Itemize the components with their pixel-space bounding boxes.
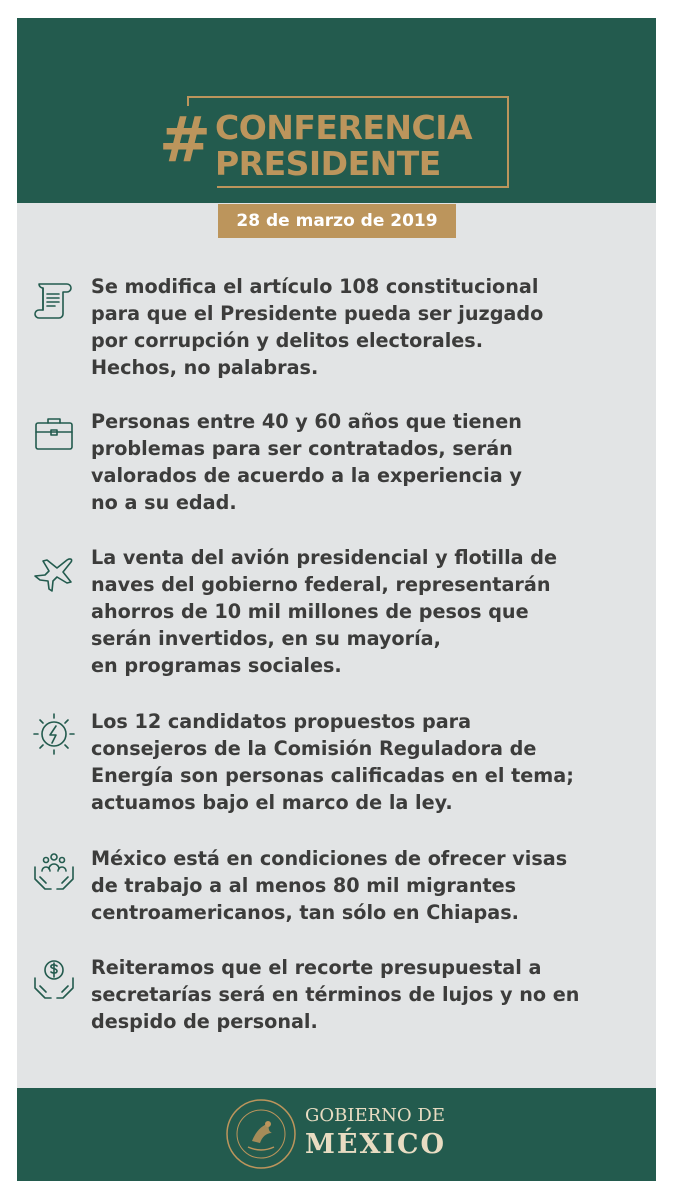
scroll-icon xyxy=(31,276,77,322)
government-label-line1: GOBIERNO DE xyxy=(305,1105,445,1126)
infographic-card xyxy=(17,18,656,1181)
title-line-2: PRESIDENTE xyxy=(215,144,441,183)
airplane-icon xyxy=(31,546,77,592)
energy-icon xyxy=(31,711,77,757)
title-line-1: CONFERENCIA xyxy=(215,108,473,147)
people-hands-icon xyxy=(31,847,77,893)
briefcase-icon xyxy=(31,410,77,456)
footer-banner xyxy=(17,1088,656,1181)
national-seal-logo xyxy=(224,1097,298,1171)
item-text: Los 12 candidatos propuestos para consejeros de la Comisión Reguladora de Energía son personas calificadas en el tema; actuamos bajo el marco de la ley. xyxy=(91,710,574,814)
item-text: La venta del avión presidencial y flotilla de naves del gobierno federal, representarán ahorros de 10 mil millones de pesos que serán invertidos, en su mayoría, en programas sociales. xyxy=(91,546,558,677)
item-text: Personas entre 40 y 60 años que tienen problemas para ser contratados, serán valorados de acuerdo a la experiencia y no a su edad. xyxy=(91,410,522,514)
header-banner xyxy=(17,18,656,203)
item-text: México está en condiciones de ofrecer visas de trabajo a al menos 80 mil migrantes centroamericanos, tan sólo en Chiapas. xyxy=(91,847,568,924)
government-label-line2: MÉXICO xyxy=(305,1129,447,1160)
item-text: Se modifica el artículo 108 constitucional para que el Presidente pueda ser juzgado por corrupción y delitos electorales. Hechos, no palabras. xyxy=(91,275,544,379)
item-text: Reiteramos que el recorte presupuestal a secretarías será en términos de lujos y no en despido de personal. xyxy=(91,956,580,1033)
date-badge: 28 de marzo de 2019 xyxy=(218,204,456,238)
hashtag-symbol: # xyxy=(159,103,211,176)
money-hands-icon xyxy=(31,956,77,1002)
